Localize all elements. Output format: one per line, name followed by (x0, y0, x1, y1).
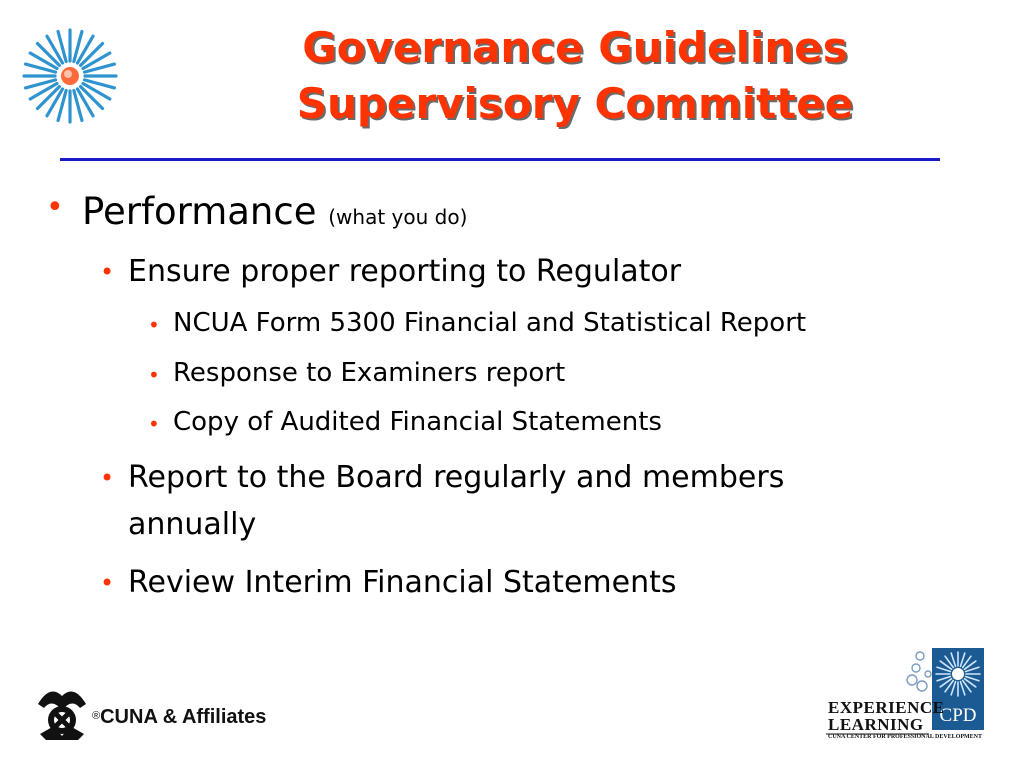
bullet-copy: Copy of Audited Financial Statements (173, 407, 662, 437)
bullet-glyph: • (148, 313, 160, 337)
center-label: CUNA CENTER FOR PROFESSIONAL DEVELOPMENT (828, 734, 983, 740)
bullet-report-line-2: annually (128, 507, 257, 542)
bullet-performance (82, 190, 467, 233)
cpd-label: CPD (939, 705, 977, 726)
bullet-review: Review Interim Financial Statements (128, 565, 677, 600)
slide-title (150, 20, 1000, 132)
bullet-glyph: • (46, 190, 64, 225)
cuna-name: CUNA & Affiliates (100, 706, 267, 728)
cpd-starburst-icon (932, 648, 984, 702)
bullet-performance-note: (what you do) (328, 205, 468, 229)
bullet-glyph: • (100, 464, 115, 492)
bullet-glyph: • (100, 258, 115, 286)
title-line-1: Governance Guidelines (302, 23, 848, 72)
bullet-report-line-1: Report to the Board regularly and members (128, 460, 785, 495)
bullet-glyph: • (148, 363, 160, 387)
bullet-response: Response to Examiners report (173, 358, 566, 388)
learning-label: LEARNING (828, 715, 924, 734)
experience-label: EXPERIENCE (828, 698, 945, 717)
registered-mark: ® (92, 710, 101, 722)
title-divider (60, 158, 940, 161)
bullet-ncua: NCUA Form 5300 Financial and Statistical Report (173, 308, 807, 338)
title-line-2: Supervisory Committee (296, 79, 854, 128)
bullet-performance-text: Performance (82, 190, 317, 233)
bullet-glyph: • (100, 569, 115, 597)
bullet-ensure: Ensure proper reporting to Regulator (128, 254, 682, 289)
cuna-affiliates-label (92, 706, 266, 729)
starburst-logo-icon (22, 28, 118, 124)
bullet-glyph: • (148, 412, 160, 436)
